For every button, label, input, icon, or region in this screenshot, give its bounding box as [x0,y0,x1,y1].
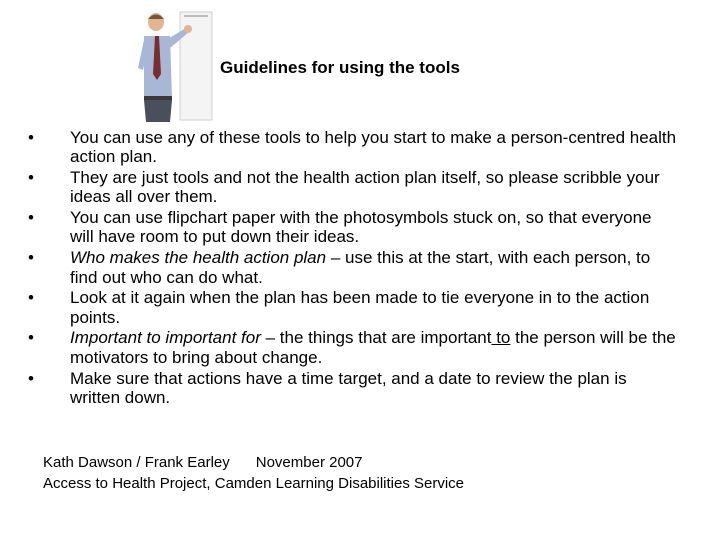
italic-phrase: Who makes the health action plan [70,248,327,268]
italic-phrase: Important to important for [70,328,261,348]
underlined-word: to [491,328,511,348]
authors: Kath Dawson / Frank Earley [43,454,230,471]
list-item: • You can use flipchart paper with the photosymbols stuck on, so that everyone will have room to put down their ideas. [28,208,678,247]
page-title: Guidelines for using the tools [220,58,460,77]
list-item: • Important to important for – the things that are important to the person will be the motivators to bring about change. [28,328,678,367]
list-item: • Who makes the health action plan – use this at the start, with each person, to find out who can do what. [28,248,678,287]
list-item: • Look at it again when the plan has been made to tie everyone in to the action points. [28,288,678,327]
list-item: • You can use any of these tools to help you start to make a person-centred health action plan. [28,128,678,167]
list-item: • Make sure that actions have a time target, and a date to review the plan is written down. [28,369,678,408]
guideline-list [28,128,678,409]
organisation: Access to Health Project, Camden Learning Disabilities Service [43,475,465,492]
list-item: • They are just tools and not the health action plan itself, so please scribble your ideas all over them. [28,168,678,207]
footer [43,452,464,494]
date: November 2007 [255,454,363,471]
footer-line-authors [43,452,464,473]
man-at-flipchart-photo [134,10,220,122]
